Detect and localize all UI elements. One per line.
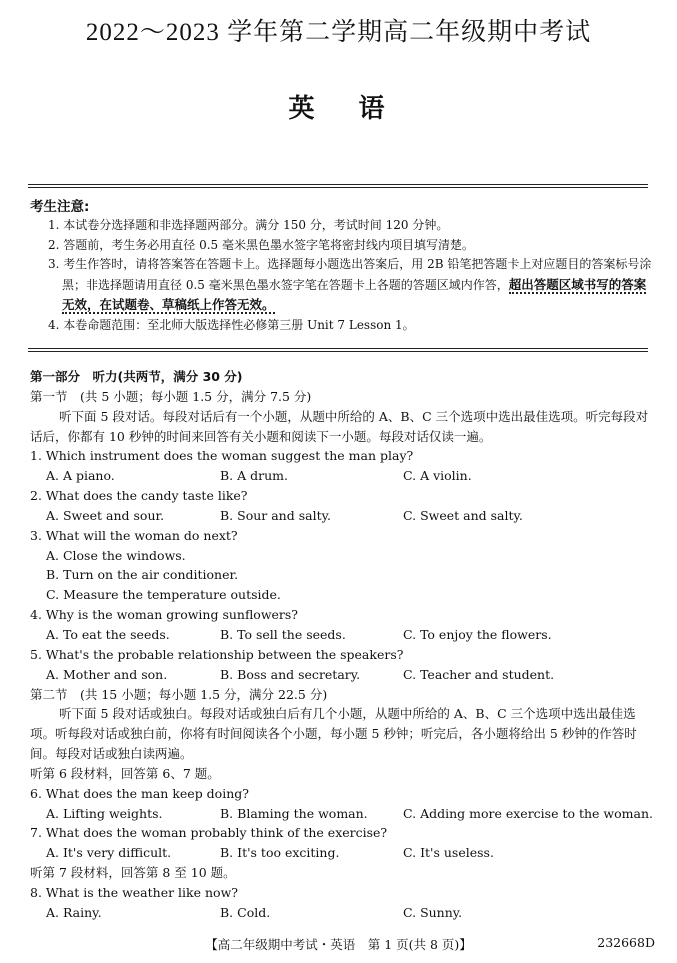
question-8-options bbox=[30, 903, 650, 923]
question-6-option-a: A. Lifting weights. bbox=[46, 805, 163, 821]
subject-title: 英语 bbox=[288, 94, 429, 124]
question-6-option-c: C. Adding more exercise to the woman. bbox=[403, 805, 653, 821]
question-1-option-b: B. A drum. bbox=[220, 468, 288, 484]
notice-list bbox=[48, 216, 653, 336]
question-5-option-b: B. Boss and secretary. bbox=[220, 666, 361, 682]
question-3-stem: 3. What will the woman do next? bbox=[30, 527, 238, 543]
question-1-option-c: C. A violin. bbox=[403, 468, 472, 484]
double-rule-bottom bbox=[28, 348, 648, 352]
footer-code: 232668D bbox=[597, 935, 655, 950]
question-6-option-b: B. Blaming the woman. bbox=[220, 805, 368, 821]
question-1-stem: 1. Which instrument does the woman suggest the man play? bbox=[30, 448, 414, 464]
notice-item-2: 2. 答题前，考生务必用直径 0.5 毫米黑色墨水签字笔将密封线内项目填写清楚。 bbox=[48, 237, 474, 252]
section1-title: 第一节 (共 5 小题；每小题 1.5 分，满分 7.5 分) bbox=[30, 388, 312, 404]
notice-item-3-text: 3. 考生作答时，请将答案答在答题卡上。选择题每小题选出答案后，用 2B 铅笔把答题卡上对应题目的答案标号涂黑；非选择题请用直径 0.5 毫米黑色墨水签字笔在答题卡上各题的答题区域内作答， bbox=[48, 257, 652, 292]
notice-item-3 bbox=[48, 255, 653, 316]
question-3-option-b: B. Turn on the air conditioner. bbox=[46, 567, 239, 583]
question-2-option-a: A. Sweet and sour. bbox=[46, 507, 165, 523]
question-4-option-c: C. To enjoy the flowers. bbox=[403, 626, 552, 642]
part1-title: 第一部分 听力(共两节，满分 30 分) bbox=[30, 369, 243, 384]
question-8-option-b: B. Cold. bbox=[220, 904, 271, 920]
question-2-stem: 2. What does the candy taste like? bbox=[30, 488, 248, 504]
question-3-option-a: A. Close the windows. bbox=[46, 547, 186, 563]
question-8-stem: 8. What is the weather like now? bbox=[30, 884, 238, 900]
exam-title: 2022～2023 学年第二学期高二年级期中考试 bbox=[85, 19, 592, 46]
material-6-note: 听第 6 段材料，回答第 6、7 题。 bbox=[30, 765, 220, 781]
question-1-option-a: A. A piano. bbox=[46, 468, 115, 484]
question-7-option-b: B. It's too exciting. bbox=[220, 845, 340, 861]
question-2-option-c: C. Sweet and salty. bbox=[403, 507, 523, 523]
question-7-options bbox=[30, 843, 650, 863]
question-5-option-a: A. Mother and son. bbox=[46, 666, 168, 682]
question-4-options bbox=[30, 625, 650, 645]
questions-body bbox=[30, 367, 653, 923]
notice-item-1: 1. 本试卷分选择题和非选择题两部分。满分 150 分，考试时间 120 分钟。 bbox=[48, 218, 449, 232]
notice-title: 考生注意: bbox=[30, 199, 90, 215]
question-6-options bbox=[30, 804, 653, 824]
notice-item-4: 4. 本卷命题范围：至北师大版选择性必修第三册 Unit 7 Lesson 1。 bbox=[48, 317, 415, 332]
material-7-note: 听第 7 段材料，回答第 8 至 10 题。 bbox=[30, 865, 236, 881]
question-3-option-c: C. Measure the temperature outside. bbox=[46, 587, 281, 603]
question-6-stem: 6. What does the man keep doing? bbox=[30, 785, 249, 801]
section2-instructions: 听下面 5 段对话或独白。每段对话或独白后有几个小题，从题中所给的 A、B、C 三个选项中选出最佳选项。听每段对话或独白前，你将有时间阅读各个小题，每小题 5 秒钟；听完后，各小题将给出 5 秒钟的作答时间。每段对话或独白读两遍。 bbox=[30, 706, 637, 762]
question-7-stem: 7. What does the woman probably think of the exercise? bbox=[30, 825, 388, 841]
question-4-stem: 4. Why is the woman growing sunflowers? bbox=[30, 607, 299, 623]
question-7-option-a: A. It's very difficult. bbox=[46, 845, 172, 861]
question-2-options bbox=[30, 506, 650, 526]
question-4-option-b: B. To sell the seeds. bbox=[220, 626, 346, 642]
question-8-option-a: A. Rainy. bbox=[46, 904, 102, 920]
question-5-options bbox=[30, 665, 650, 685]
question-5-stem: 5. What's the probable relationship between the speakers? bbox=[30, 646, 404, 662]
question-7-option-c: C. It's useless. bbox=[403, 845, 494, 861]
question-8-option-c: C. Sunny. bbox=[403, 904, 463, 920]
footer-page-info: 【高二年级期中考试・英语 第 1 页(共 8 页)】 bbox=[205, 937, 472, 952]
question-5-option-c: C. Teacher and student. bbox=[403, 666, 555, 682]
question-4-option-a: A. To eat the seeds. bbox=[46, 626, 170, 642]
double-rule-top bbox=[28, 184, 648, 188]
section2-title: 第二节 (共 15 小题；每小题 1.5 分，满分 22.5 分) bbox=[30, 686, 328, 702]
question-2-option-b: B. Sour and salty. bbox=[220, 507, 331, 523]
notice-item-3-bold: 超出答题区域书写的答案无效，在试题卷、草稿纸上作答无效。 bbox=[62, 276, 647, 313]
section1-instructions: 听下面 5 段对话。每段对话后有一个小题，从题中所给的 A、B、C 三个选项中选出最佳选项。听完每段对话后，你都有 10 秒钟的时间来回答有关小题和阅读下一小题。每段对话仅读一遍。 bbox=[30, 408, 649, 444]
question-1-options bbox=[30, 466, 650, 486]
